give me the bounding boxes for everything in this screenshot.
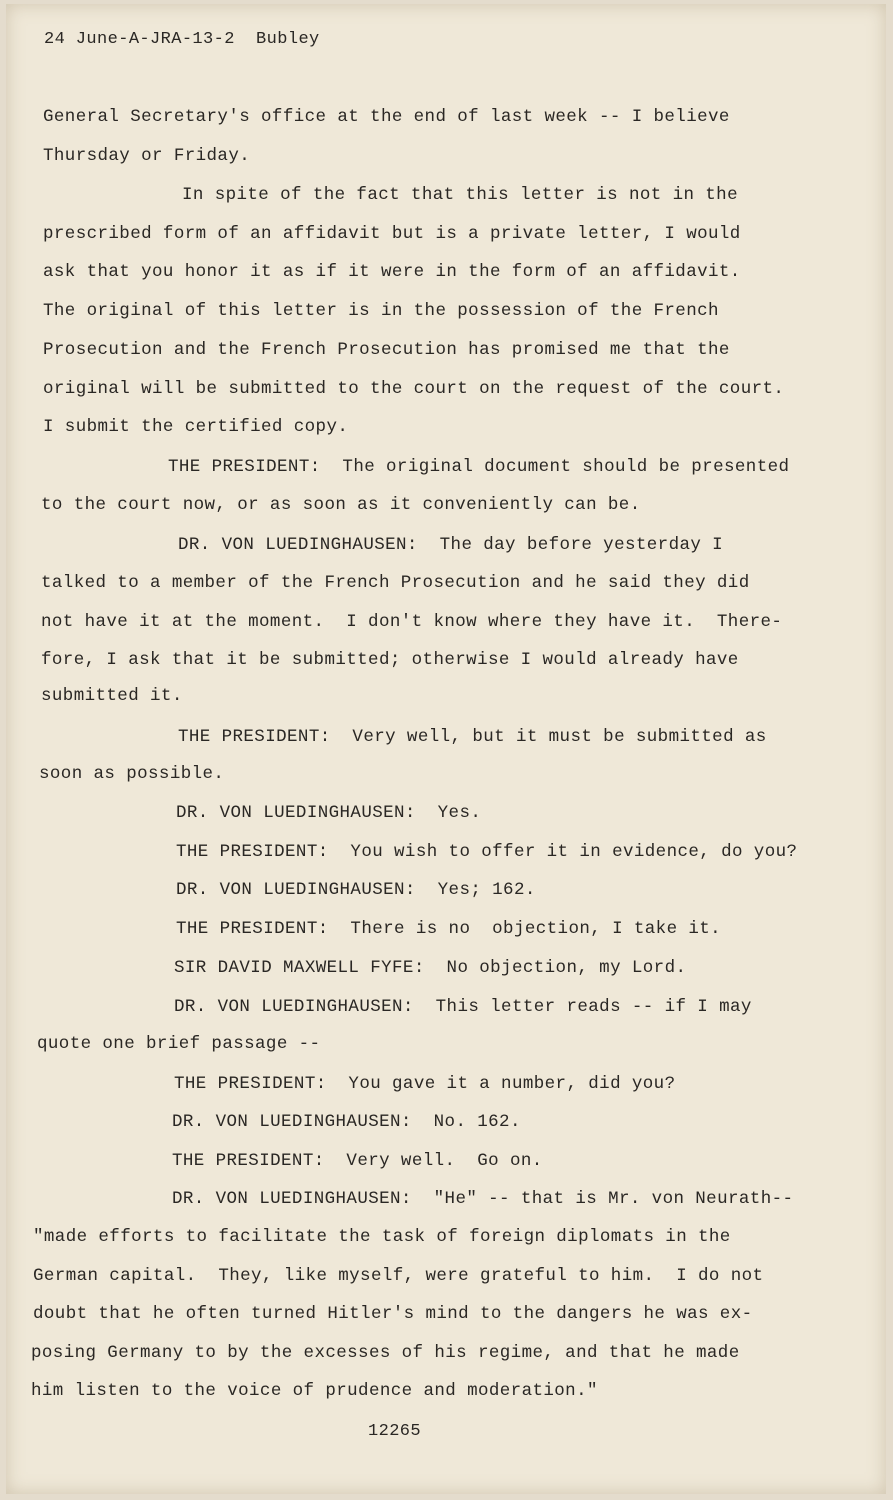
text-line: ask that you honor it as if it were in the form of an affidavit. [43,262,741,282]
text-line: General Secretary's office at the end of last week -- I believe [43,107,730,127]
text-line: original will be submitted to the court on the request of the court. [43,379,785,399]
text-line: THE PRESIDENT: Very well. Go on. [172,1151,543,1171]
text-line: soon as possible. [39,764,225,784]
text-line: prescribed form of an affidavit but is a private letter, I would [43,224,741,244]
text-line: "made efforts to facilitate the task of foreign diplomats in the [33,1227,731,1247]
text-line: DR. VON LUEDINGHAUSEN: The day before yesterday I [178,535,724,555]
text-line: DR. VON LUEDINGHAUSEN: This letter reads -- if I may [174,997,752,1017]
text-line: talked to a member of the French Prosecution and he said they did [41,573,750,593]
text-line: submitted it. [41,686,183,706]
text-line: THE PRESIDENT: There is no objection, I take it. [176,919,722,939]
text-line: THE PRESIDENT: Very well, but it must be submitted as [178,727,767,747]
text-line: I submit the certified copy. [43,417,349,437]
document-header: 24 June-A-JRA-13-2 Bubley [44,30,320,49]
text-line: DR. VON LUEDINGHAUSEN: No. 162. [172,1112,521,1132]
text-line: DR. VON LUEDINGHAUSEN: Yes; 162. [176,880,536,900]
text-line: German capital. They, like myself, were grateful to him. I do not [33,1266,764,1286]
text-line: Thursday or Friday. [43,146,251,166]
text-line: to the court now, or as soon as it conveniently can be. [41,495,641,515]
page-number: 12265 [368,1422,422,1441]
document-page [6,4,886,1494]
text-line: SIR DAVID MAXWELL FYFE: No objection, my Lord. [174,958,687,978]
text-line: doubt that he often turned Hitler's mind to the dangers he was ex- [33,1304,753,1324]
text-line: DR. VON LUEDINGHAUSEN: "He" -- that is Mr. von Neurath-- [172,1189,794,1209]
text-line: THE PRESIDENT: You gave it a number, did you? [174,1074,676,1094]
text-line: quote one brief passage -- [37,1034,321,1054]
text-line: THE PRESIDENT: The original document should be presented [168,457,790,477]
text-line: Prosecution and the French Prosecution has promised me that the [43,340,730,360]
text-line: posing Germany to by the excesses of his regime, and that he made [31,1343,740,1363]
text-line: The original of this letter is in the possession of the French [43,301,719,321]
text-line: In spite of the fact that this letter is not in the [182,185,738,205]
text-line: him listen to the voice of prudence and moderation." [31,1381,598,1401]
text-line: THE PRESIDENT: You wish to offer it in evidence, do you? [176,842,798,862]
text-line: fore, I ask that it be submitted; otherwise I would already have [41,650,739,670]
text-line: not have it at the moment. I don't know where they have it. There- [41,612,783,632]
text-line: DR. VON LUEDINGHAUSEN: Yes. [176,803,482,823]
